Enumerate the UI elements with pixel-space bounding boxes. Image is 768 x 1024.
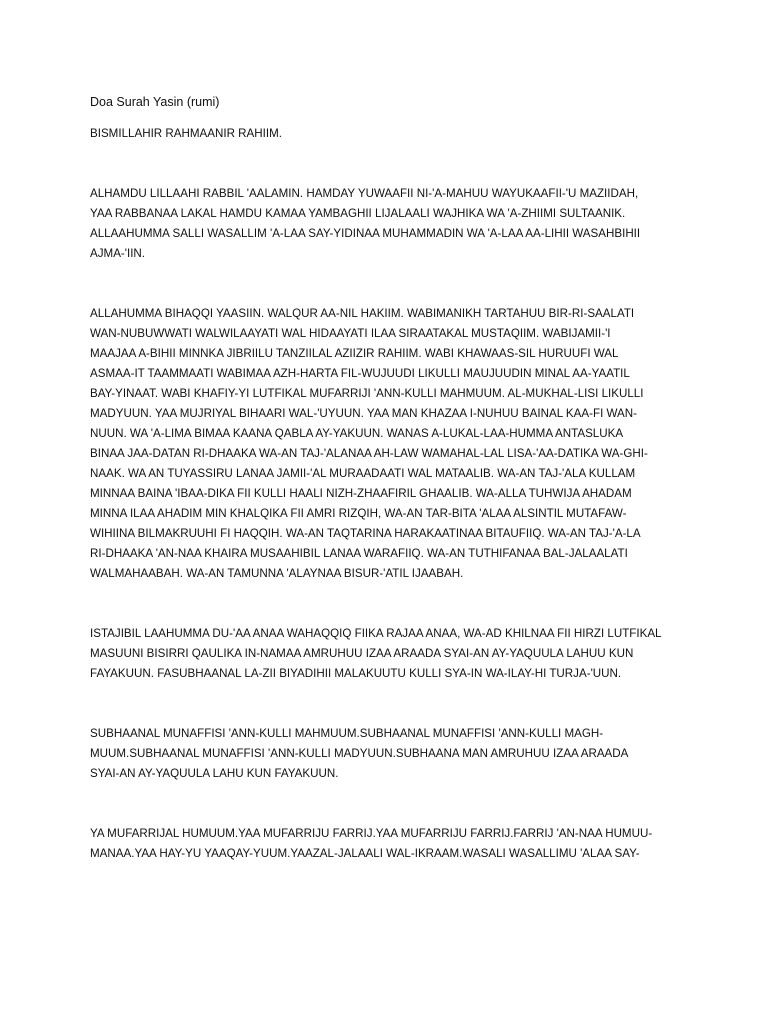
text-line: ALLAHUMMA BIHAQQI YAASIIN. WALQUR AA-NIL HAKIIM. WABIMANIKH TARTAHUU BIR-RI-SAALATI (90, 307, 635, 320)
paragraph-gap (90, 584, 690, 624)
text-line: SUBHAANAL MUNAFFISI 'ANN-KULLI MAHMUUM.SUBHAANAL MUNAFFISI 'ANN-KULLI MAGH- (90, 727, 604, 740)
text-line: ASMAA-IT TAAMMAATI WABIMAA AZH-HARTA FIL-WUJUUDI LIKULLI MAUJUUDIN MINAL AA-YAATIL (90, 367, 630, 380)
text-line: ISTAJIBIL LAAHUMMA DU-'AA ANAA WAHAQQIQ FIIKA RAJAA ANAA, WA-AD KHILNAA FII HIRZI LUTFIKAL (90, 627, 662, 640)
text-line: MASUUNI BISIRRI QAULIKA IN-NAMAA AMRUHUU IZAA ARAADA SYAI-AN AY-YAQUULA LAHUU KUN (90, 647, 634, 660)
paragraph-alhamdu (90, 184, 690, 264)
text-line: MADYUUN. YAA MUJRIYAL BIHAARI WAL-'UYUUN. YAA MAN KHAZAA I-NUHUU BAINAL KAA-FI WAN- (90, 407, 637, 420)
text-line: NAAK. WA AN TUYASSIRU LANAA JAMII-'AL MURAADAATI WAL MATAALIB. WA-AN TAJ-'ALA KULLAM (90, 467, 636, 480)
text-line: SYAI-AN AY-YAQUULA LAHU KUN FAYAKUUN. (90, 767, 339, 780)
text-line: YA MUFARRIJAL HUMUUM.YAA MUFARRIJU FARRIJ.YAA MUFARRIJU FARRIJ.FARRIJ 'AN-NAA HUMUU- (90, 827, 653, 840)
paragraph-gap (90, 264, 690, 304)
text-line: WIHIINA BILMAKRUUHI FI HAQQIH. WA-AN TAQTARINA HARAKAATINAA BITAUFIIQ. WA-AN TAJ-'A-LA (90, 527, 641, 540)
text-line: ALHAMDU LILLAAHI RABBIL 'AALAMIN. HAMDAY YUWAAFII NI-'A-MAHUU WAYUKAAFII-'U MAZIIDAH, (90, 187, 639, 200)
text-line: BISMILLAHIR RAHMAANIR RAHIIM. (90, 127, 282, 140)
text-line: RI-DHAAKA 'AN-NAA KHAIRA MUSAAHIBIL LANAA WARAFIIQ. WA-AN TUTHIFANAA BAL-JALAALATI (90, 547, 628, 560)
text-line: WAN-NUBUWWATI WALWILAAYATI WAL HIDAAYATI ILAA SIRAATAKAL MUSTAQIIM. WABIJAMII-'I (90, 327, 611, 340)
paragraph-bismillah (90, 124, 690, 144)
text-line: AJMA-'IIN. (90, 247, 146, 260)
text-line: MAAJAA A-BIHII MINNKA JIBRIILU TANZIILAL AZIIZIR RAHIIM. WABI KHAWAAS-SIL HURUUFI WAL (90, 347, 619, 360)
text-line: NUUN. WA 'A-LIMA BIMAA KAANA QABLA AY-YAKUUN. WANAS A-LUKAL-LAA-HUMMA ANTASLUKA (90, 427, 624, 440)
text-line: MINNA ILAA AHADIM MIN KHALQIKA FII AMRI RIZQIH, WA-AN TAR-BITA 'ALAA ALSINTIL MUTAFAW- (90, 507, 627, 520)
paragraph-gap (90, 144, 690, 184)
document-title: Doa Surah Yasin (rumi) (90, 95, 220, 109)
text-line: MANAA.YAA HAY-YU YAAQAY-YUUM.YAAZAL-JALAALI WAL-IKRAAM.WASALI WASALLIMU 'ALAA SAY- (90, 847, 640, 860)
text-line: BAY-YINAAT. WABI KHAFIY-YI LUTFIKAL MUFARRIJI 'ANN-KULLI MAHMUUM. AL-MUKHAL-LISI LIKULLI (90, 387, 644, 400)
document-content (90, 92, 690, 864)
paragraph-ya-mufarrijal (90, 824, 690, 864)
paragraph-subhaanal (90, 724, 690, 784)
text-line: FAYAKUUN. FASUBHAANAL LA-ZII BIYADIHII MALAKUUTU KULLI SYA-IN WA-ILAY-HI TURJA-'UUN. (90, 667, 622, 680)
paragraph-allahumma (90, 304, 690, 584)
text-line: ALLAAHUMMA SALLI WASALLIM 'A-LAA SAY-YIDINAA MUHAMMADIN WA 'A-LAA AA-LIHII WASAHBIHII (90, 227, 641, 240)
paragraph-istajibil (90, 624, 690, 684)
text-line: BINAA JAA-DATAN RI-DHAAKA WA-AN TAJ-'ALANAA AH-LAW WAMAHAL-LAL LISA-'AA-DATIKA WA-GHI- (90, 447, 648, 460)
text-line: WALMAHAABAH. WA-AN TAMUNNA 'ALAYNAA BISUR-'ATIL IJAABAH. (90, 567, 464, 580)
text-line: YAA RABBANAA LAKAL HAMDU KAMAA YAMBAGHII LIJALAALI WAJHIKA WA 'A-ZHIIMI SULTAANIK. (90, 207, 626, 220)
paragraph-gap (90, 684, 690, 724)
text-line: MUUM.SUBHAANAL MUNAFFISI 'ANN-KULLI MADYUUN.SUBHAANA MAN AMRUHUU IZAA ARAADA (90, 747, 629, 760)
text-line: MINNAA BAINA 'IBAA-DIKA FII KULLI HAALI NIZH-ZHAAFIRIL GHAALIB. WA-ALLA TUHWIJA AHADAM (90, 487, 632, 500)
paragraph-gap (90, 784, 690, 824)
